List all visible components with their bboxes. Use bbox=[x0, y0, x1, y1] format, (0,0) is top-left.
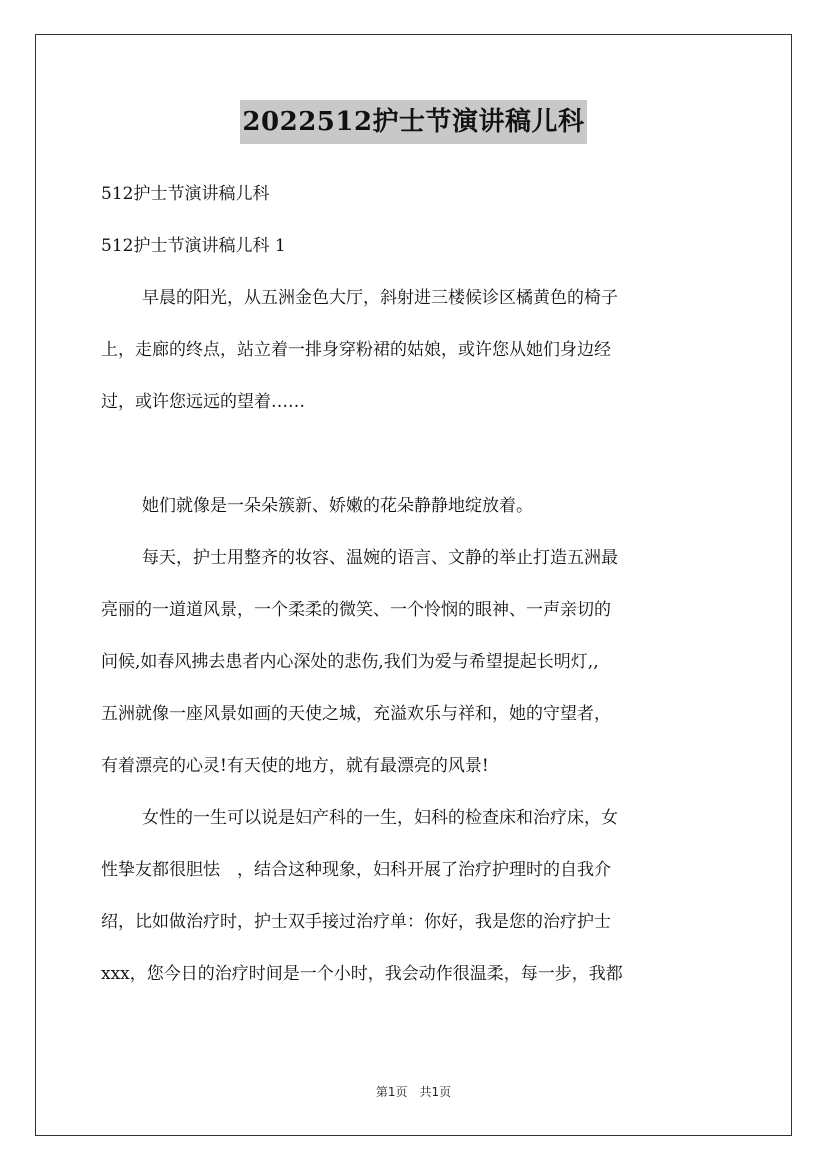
paragraph-line: 绍，比如做治疗时，护士双手接过治疗单：你好，我是您的治疗护士 bbox=[101, 912, 611, 932]
document-body bbox=[101, 168, 729, 1000]
paragraph-line: 早晨的阳光，从五洲金色大厅，斜射进三楼候诊区橘黄色的椅子 bbox=[142, 288, 618, 308]
document-title: 2022512护士节演讲稿儿科 bbox=[240, 100, 586, 144]
paragraph-line: 女性的一生可以说是妇产科的一生，妇科的检查床和治疗床，女 bbox=[142, 808, 618, 828]
subtitle-line: 512护士节演讲稿儿科 bbox=[101, 184, 270, 204]
paragraph-line: 性挚友都很胆怯 ，结合这种现象，妇科开展了治疗护理时的自我介 bbox=[101, 860, 611, 880]
paragraph-line: 有着漂亮的心灵!有天使的地方，就有最漂亮的风景! bbox=[101, 756, 489, 776]
paragraph-line: xxx，您今日的治疗时间是一个小时，我会动作很温柔，每一步，我都 bbox=[101, 964, 623, 984]
paragraph-line: 每天，护士用整齐的妆容、温婉的语言、文静的举止打造五洲最 bbox=[142, 548, 618, 568]
section-heading: 512护士节演讲稿儿科 1 bbox=[101, 236, 286, 256]
page-number: 第1页 bbox=[375, 1085, 408, 1099]
paragraph-line: 五洲就像一座风景如画的天使之城，充溢欢乐与祥和，她的守望者， bbox=[101, 704, 611, 724]
title-container bbox=[0, 100, 827, 144]
page-total: 共1页 bbox=[419, 1085, 452, 1099]
paragraph-line: 问候,如春风拂去患者内心深处的悲伤,我们为爱与希望提起长明灯,, bbox=[101, 652, 599, 672]
blank-line bbox=[101, 428, 729, 480]
paragraph-line: 她们就像是一朵朵簇新、娇嫩的花朵静静地绽放着。 bbox=[142, 496, 533, 516]
paragraph-line: 亮丽的一道道风景，一个柔柔的微笑、一个怜悯的眼神、一声亲切的 bbox=[101, 600, 611, 620]
page-footer bbox=[0, 1082, 827, 1102]
paragraph-line: 上，走廊的终点，站立着一排身穿粉裙的姑娘，或许您从她们身边经 bbox=[101, 340, 611, 360]
paragraph-line: 过，或许您远远的望着…… bbox=[101, 392, 305, 412]
